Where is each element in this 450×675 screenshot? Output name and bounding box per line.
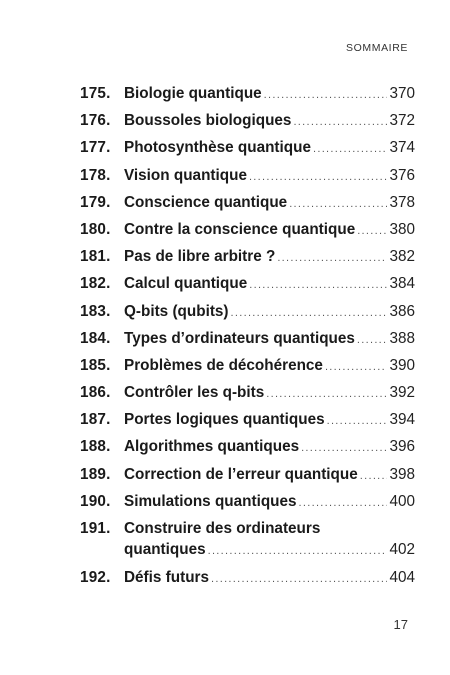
- toc-entry: [80, 352, 415, 379]
- toc-entry: [80, 189, 415, 216]
- dot-leader: [249, 272, 387, 299]
- entry-number: 177.: [80, 139, 111, 157]
- entry-number: 187.: [80, 411, 111, 429]
- entry-page: 392: [389, 384, 415, 402]
- toc-entry: [80, 134, 415, 161]
- entry-number: 186.: [80, 384, 111, 402]
- running-head: SOMMAIRE: [346, 42, 408, 54]
- dot-leader: [357, 218, 387, 245]
- dot-leader: [266, 381, 387, 408]
- dot-leader: [293, 109, 387, 136]
- entry-title-continued: quantiques: [124, 541, 206, 559]
- entry-number: 184.: [80, 329, 111, 347]
- entry-page: 374: [389, 139, 415, 157]
- toc-entry: [80, 461, 415, 488]
- dot-leader: [208, 541, 388, 562]
- entry-number: 178.: [80, 166, 111, 184]
- dot-leader: [289, 191, 387, 218]
- entry-page: 378: [389, 193, 415, 211]
- entry-title: Conscience quantique: [124, 193, 288, 211]
- entry-page: 370: [389, 85, 415, 102]
- entry-title: Correction de l’erreur quantique: [124, 465, 358, 483]
- entry-title: Boussoles biologiques: [124, 112, 292, 130]
- dot-leader: [360, 463, 388, 490]
- toc-entry: [80, 162, 415, 189]
- entry-number: 191.: [80, 520, 111, 537]
- entry-page: 388: [389, 329, 415, 347]
- toc-entry: [80, 406, 415, 433]
- dot-leader: [327, 408, 388, 435]
- toc-entry: [80, 564, 415, 591]
- entry-page: 396: [389, 438, 415, 456]
- dot-leader: [264, 82, 388, 109]
- entry-number: 176.: [80, 112, 111, 130]
- dot-leader: [325, 354, 388, 381]
- toc-entry: [80, 270, 415, 297]
- toc-entry: [80, 325, 415, 352]
- entry-title: Défis futurs: [124, 568, 209, 586]
- toc-entry: [80, 216, 415, 243]
- dot-leader: [299, 490, 388, 517]
- dot-leader: [313, 136, 387, 163]
- entry-page: 372: [389, 112, 415, 130]
- dot-leader: [277, 245, 387, 272]
- dot-leader: [357, 327, 388, 354]
- toc-entry: [80, 298, 415, 325]
- entry-page: 386: [389, 302, 415, 320]
- table-of-contents: [80, 80, 415, 591]
- entry-number: 180.: [80, 220, 111, 238]
- toc-entry: [80, 243, 415, 270]
- entry-page: 404: [389, 568, 415, 586]
- entry-title: Calcul quantique: [124, 275, 248, 293]
- toc-entry: [80, 379, 415, 406]
- entry-number: 179.: [80, 193, 111, 211]
- dot-leader: [211, 566, 387, 593]
- entry-page: 402: [389, 541, 415, 559]
- entry-title: Portes logiques quantiques: [124, 411, 325, 429]
- entry-title: Simulations quantiques: [124, 492, 297, 510]
- entry-page: 380: [389, 220, 415, 238]
- entry-page: 390: [389, 356, 415, 374]
- entry-title: Algorithmes quantiques: [124, 438, 300, 456]
- entry-title: Problèmes de décohérence: [124, 356, 323, 374]
- entry-number: 183.: [80, 302, 111, 320]
- entry-page: 382: [389, 248, 415, 266]
- entry-page: 400: [389, 492, 415, 510]
- entry-title: Pas de libre arbitre ?: [124, 248, 276, 266]
- entry-title: Types d’ordinateurs quantiques: [124, 329, 355, 347]
- entry-number: 182.: [80, 275, 111, 293]
- entry-number: 188.: [80, 438, 111, 456]
- entry-title: Q-bits (qubits): [124, 302, 229, 320]
- entry-page: 394: [389, 411, 415, 429]
- entry-title: Contre la conscience quantique: [124, 220, 356, 238]
- toc-entry: [80, 107, 415, 134]
- entry-title: Biologie quantique: [124, 85, 262, 102]
- entry-title: Contrôler les q-bits: [124, 384, 265, 402]
- dot-leader: [231, 300, 388, 327]
- entry-page: 376: [389, 166, 415, 184]
- entry-number: 192.: [80, 568, 111, 586]
- entry-number: 190.: [80, 492, 111, 510]
- entry-page: 398: [389, 465, 415, 483]
- entry-number: 189.: [80, 465, 111, 483]
- toc-entry: [80, 80, 415, 107]
- entry-title: Construire des ordinateurs: [124, 520, 321, 537]
- entry-number: 175.: [80, 85, 111, 102]
- entry-number: 181.: [80, 248, 111, 266]
- dot-leader: [301, 435, 387, 462]
- toc-entry: [80, 488, 415, 515]
- toc-entry: [80, 433, 415, 460]
- dot-leader: [249, 164, 388, 191]
- entry-title: Photosynthèse quantique: [124, 139, 311, 157]
- toc-entry: [80, 515, 415, 564]
- entry-number: 185.: [80, 356, 111, 374]
- entry-title: Vision quantique: [124, 166, 247, 184]
- page-number: 17: [393, 617, 408, 632]
- entry-page: 384: [389, 275, 415, 293]
